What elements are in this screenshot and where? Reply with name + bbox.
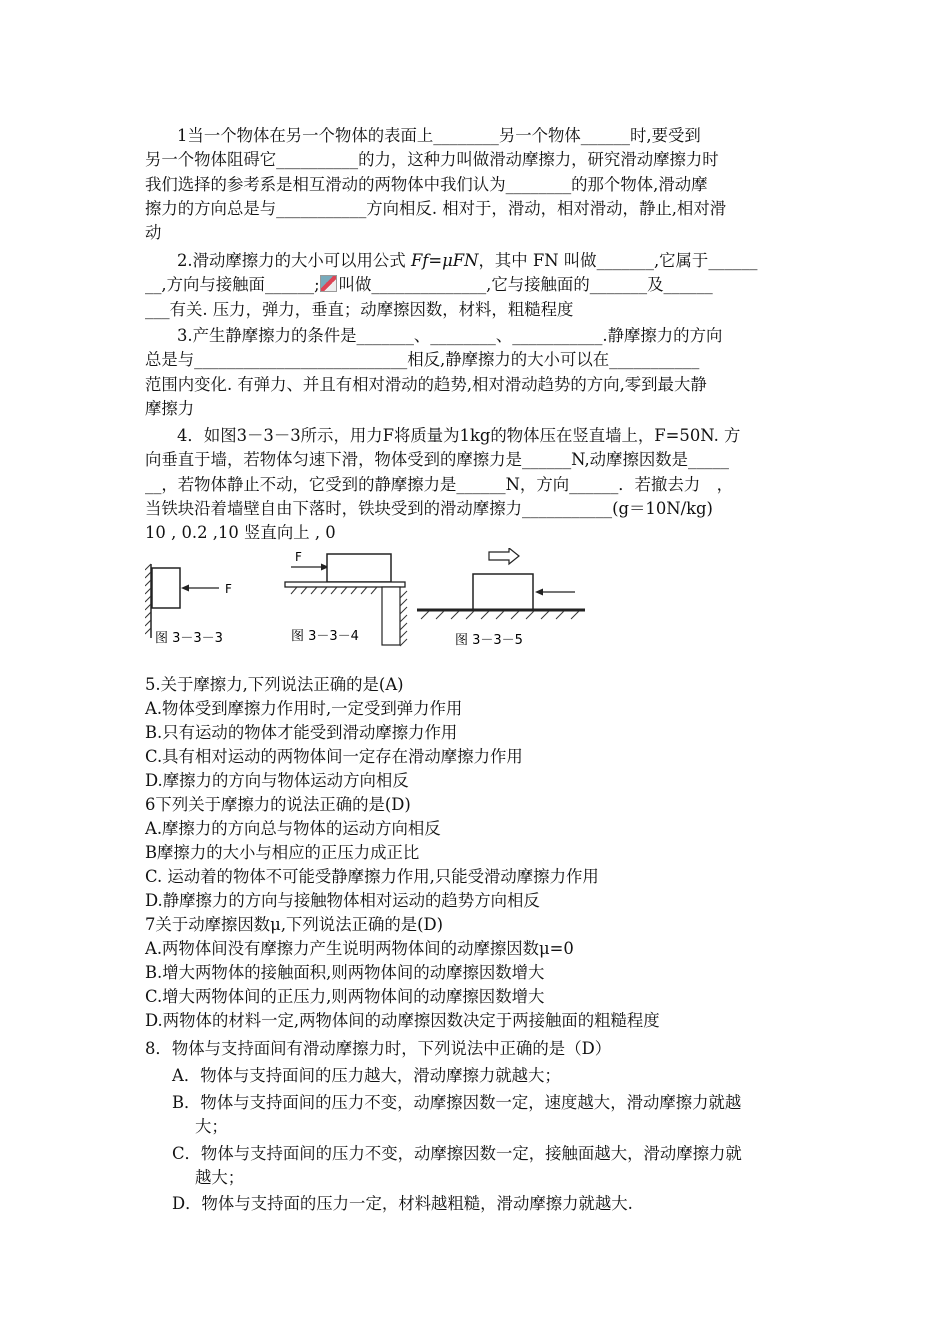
q1-line: 擦力的方向总是与___________方向相反. 相对于，滑动，相对滑动，静止,相对滑 [145,198,727,218]
figures-row [145,548,595,650]
q6-option: B摩擦力的大小与相应的正压力成正比 [145,843,420,862]
q3-line: 摩擦力 [145,398,195,418]
question-1 [145,124,810,245]
figure-3-3-4 [285,550,407,646]
q6-option: D.静摩擦力的方向与接触物体相对运动的趋势方向相反 [145,891,540,910]
figures-svg [145,548,595,650]
force-label: F [295,550,302,564]
q4-answer: 10 , 0.2 ,10 竖直向上 , 0 [145,523,336,543]
q3-line: 3.产生静摩擦力的条件是_______、________、___________.静摩擦力的方向 [177,326,723,345]
q8-option-c-cont: 越大； [195,1168,245,1187]
leg-hatch [400,591,407,646]
figure-label: 图 3－3－5 [455,633,523,648]
q5-option: D.摩擦力的方向与物体运动方向相反 [145,771,409,790]
q3-line: 总是与__________________________相反,静摩擦力的大小可以在___________ [145,350,700,370]
q2-line [145,273,810,297]
table-top [285,582,405,587]
q1-line: 另一个物体阻碍它__________的力，这种力叫做滑动摩擦力，研究滑动摩擦力时 [145,150,719,170]
q4-line: 当铁块沿着墙壁自由下落时，铁块受到的滑动摩擦力___________(g＝10N/kg) [145,498,713,518]
figure-3-3-5 [417,548,585,648]
question-3 [145,324,810,421]
q7-option: D.两物体的材料一定,两物体间的动摩擦因数决定于两接触面的粗糙程度 [145,1011,660,1030]
q2-text: __,方向与接触面______; [145,275,320,295]
q6-option: A.摩擦力的方向总与物体的运动方向相反 [145,819,441,838]
arrow-head [181,585,189,592]
q8-option-b-cont: 大； [195,1117,228,1136]
figure-3-3-3 [145,564,232,646]
q1-line: 1当一个物体在另一个物体的表面上________另一个物体______时,要受到 [177,126,701,145]
figure-label: 图 3－3－4 [291,629,359,644]
q2-text: ，其中 FN 叫做_______,它属于______ [478,251,758,270]
broken-image-icon [320,275,337,292]
q5-option: B.只有运动的物体才能受到滑动摩擦力作用 [145,723,458,742]
q7-stem: 7关于动摩擦因数μ,下列说法正确的是(D) [145,915,444,934]
q2-text: 叫做______________,它与接触面的_______及______ [338,275,713,295]
q8-option-b: B．物体与支持面间的压力不变，动摩擦因数一定，速度越大，滑动摩擦力就越 [172,1093,742,1112]
force-label: F [225,582,232,596]
q4-line: 向垂直于墙，若物体匀速下滑，物体受到的摩擦力是______N,动摩擦因数是_____ [145,450,729,470]
table-leg [382,587,400,645]
q7-option: C.增大两物体间的正压力,则两物体间的动摩擦因数增大 [145,987,545,1006]
block [152,568,180,608]
figure-label: 图 3－3－3 [155,631,223,646]
question-2 [145,249,810,322]
q1-line: 动 [145,223,162,243]
question-4 [145,424,810,545]
q2-formula: Ff=μFN [410,251,479,270]
q8-option-c: C．物体与支持面间的压力不变，动摩擦因数一定，接触面越大，滑动摩擦力就 [172,1144,742,1163]
q5-stem: 5.关于摩擦力,下列说法正确的是(A) [145,675,404,694]
wall-hatch [145,564,151,634]
block [473,574,533,610]
q2-text: 2.滑动摩擦力的大小可以用公式 [177,251,411,270]
q7-option: B.增大两物体的接触面积,则两物体间的动摩擦因数增大 [145,963,545,982]
block [327,554,391,582]
q8-option-d: D．物体与支持面的压力一定，材料越粗糙，滑动摩擦力就越大. [172,1194,633,1213]
q7-option: A.两物体间没有摩擦力产生说明两物体间的动摩擦因数μ=0 [145,939,574,958]
q4-line: 4．如图3－3－3所示，用力F将质量为1kg的物体压在竖直墙上，F=50N. 方 [177,426,741,445]
q6-option: C. 运动着的物体不可能受静摩擦力作用,只能受滑动摩擦力作用 [145,867,599,886]
q8-stem: 8．物体与支持面间有滑动摩擦力时，下列说法中正确的是（D） [145,1039,612,1058]
q8-option-a: A．物体与支持面间的压力越大，滑动摩擦力就越大； [172,1066,561,1085]
motion-arrow [489,548,519,564]
q2-line: ___有关. 压力，弹力，垂直；动摩擦因数，材料，粗糙程度 [145,299,574,319]
table-hatch [291,587,377,594]
q5-option: C.具有相对运动的两物体间一定存在滑动摩擦力作用 [145,747,523,766]
q6-stem: 6下列关于摩擦力的说法正确的是(D) [145,795,411,814]
ground-hatch [421,611,579,619]
q5-option: A.物体受到摩擦力作用时,一定受到弹力作用 [145,699,463,718]
q3-line: 范围内变化. 有弹力、并且有相对滑动的趋势,相对滑动趋势的方向,零到最大静 [145,374,707,394]
q4-line: __，若物体静止不动，它受到的静摩擦力是______N，方向______．若撤去力 ， [145,474,734,494]
q2-line [145,249,810,273]
arrow-head [535,589,543,596]
q1-line: 我们选择的参考系是相互滑动的两物体中我们认为________的那个物体,滑动摩 [145,174,708,194]
